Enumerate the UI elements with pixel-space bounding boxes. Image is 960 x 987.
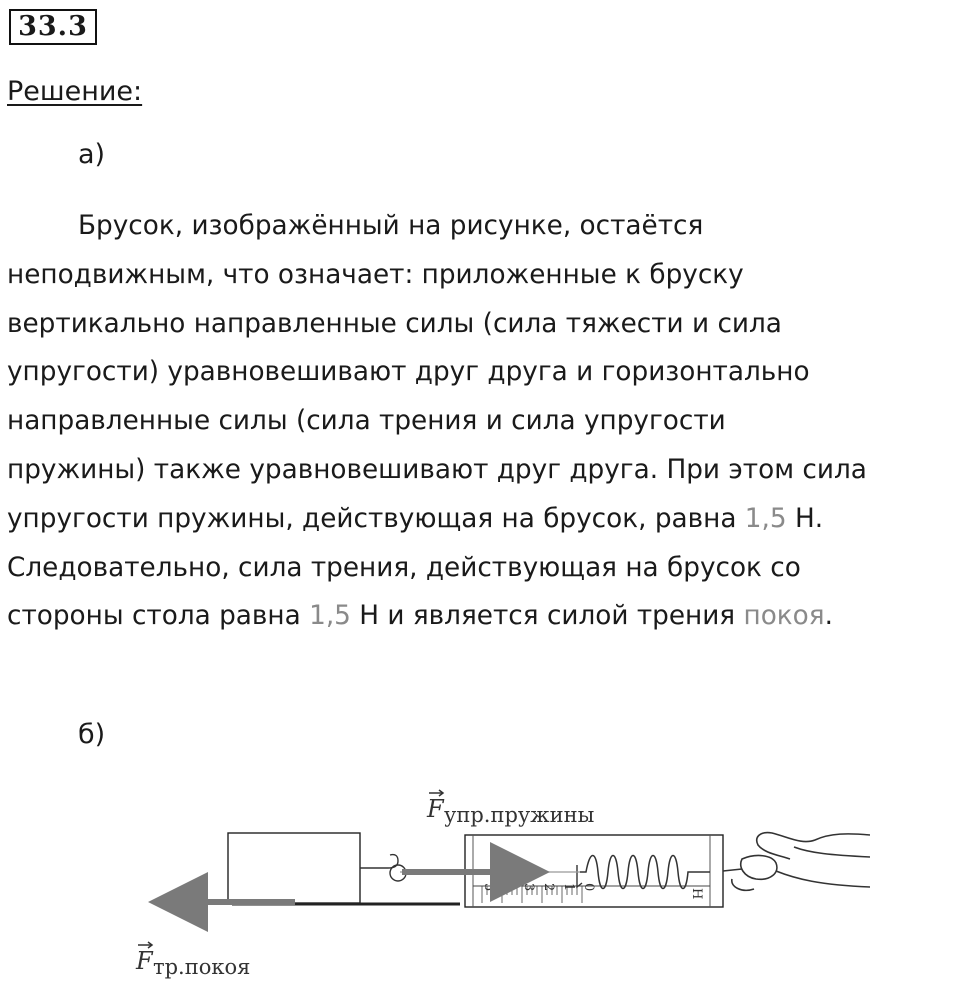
- scale-tick-label: 1: [561, 883, 576, 892]
- solution-paragraph: [7, 202, 955, 641]
- paragraph-line: направленные силы (сила трения и сила упругости: [7, 406, 726, 437]
- friction-force-label: [135, 942, 250, 979]
- scale-tick-label: 0: [581, 883, 596, 892]
- paragraph-line: [7, 592, 955, 641]
- scale-unit: Н: [689, 888, 704, 900]
- force-subscript: упр.пружины: [444, 803, 595, 827]
- paragraph-line: [7, 495, 955, 544]
- paragraph-line: упругости) уравновешивают друг друга и горизонтально: [7, 357, 810, 388]
- hand-icon: [723, 833, 870, 891]
- text-fragment: стороны стола равна: [7, 601, 310, 632]
- force-symbol: F: [427, 795, 444, 823]
- paragraph-line: пружины) также уравновешивают друг друга. При этом сила: [7, 454, 867, 485]
- text-fragment: Н и является силой трения: [350, 601, 744, 632]
- scale-tick-label: 4: [501, 883, 516, 892]
- dynamometer-figure: [130, 775, 870, 985]
- text-fragment: .: [824, 601, 833, 632]
- force-symbol: F: [136, 947, 153, 975]
- part-b-label: б): [78, 719, 106, 750]
- part-a-label: а): [78, 139, 106, 170]
- scale-tick-label: 3: [521, 883, 536, 892]
- hook-wire: [360, 855, 398, 868]
- scale-tick-label: 5: [481, 883, 496, 892]
- paragraph-line: Брусок, изображённый на рисунке, остаётся: [78, 211, 704, 241]
- text-fragment: упругости пружины, действующая на брусок, равна: [7, 503, 745, 534]
- paragraph-line: вертикально направленные силы (сила тяжести и сила: [7, 308, 782, 339]
- solution-heading: Решение:: [7, 76, 143, 107]
- problem-number: 33.3: [9, 9, 97, 45]
- spring-force-label: [426, 790, 594, 827]
- text-fragment: Н.: [786, 503, 824, 534]
- scale-tick-label: 2: [541, 883, 556, 892]
- paragraph-line: Следовательно, сила трения, действующая на брусок со: [7, 552, 801, 583]
- friction-force-value: 1,5: [309, 601, 351, 632]
- friction-type-word: покоя: [743, 601, 825, 632]
- force-subscript: тр.покоя: [153, 955, 251, 979]
- wooden-block: [228, 833, 360, 903]
- figure-svg: [130, 775, 870, 985]
- paragraph-line: неподвижным, что означает: приложенные к бруску: [7, 259, 744, 290]
- spring-force-value: 1,5: [744, 503, 787, 534]
